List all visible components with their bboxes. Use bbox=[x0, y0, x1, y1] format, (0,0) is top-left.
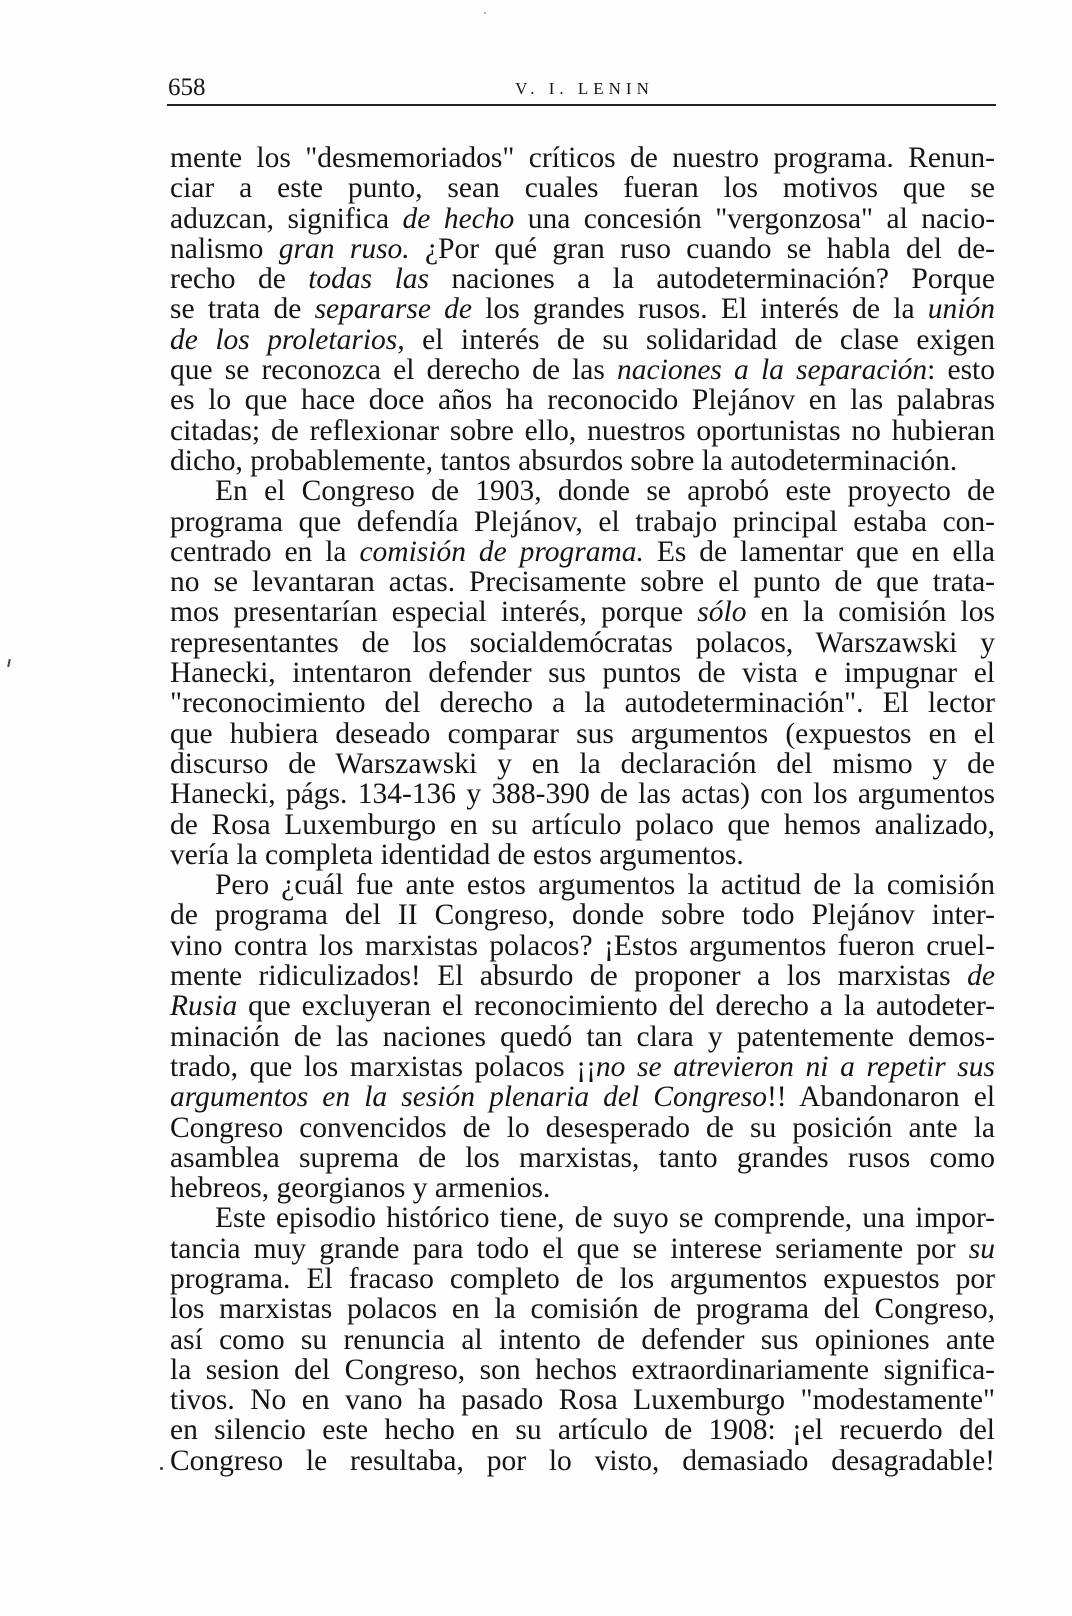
text-line bbox=[170, 294, 995, 324]
text-run: minación de las naciones quedó tan clara y patentemente demos- bbox=[170, 1020, 995, 1053]
text-run: nalismo bbox=[170, 232, 279, 265]
text-run: aduzcan, significa bbox=[170, 202, 403, 235]
text-line bbox=[170, 325, 995, 355]
text-run: !! Abandonaron el bbox=[766, 1081, 996, 1114]
italic-text: comisión de programa. bbox=[359, 535, 644, 568]
text-run: el interés de su solidaridad de clase exigen bbox=[404, 323, 995, 356]
text-line bbox=[170, 1052, 995, 1082]
text-line bbox=[170, 1294, 995, 1324]
text-run: que se reconozca el derecho de las bbox=[170, 354, 618, 387]
text-line bbox=[170, 1446, 995, 1476]
text-run: es lo que hace doce años ha reconocido Plejánov en las palabras bbox=[170, 384, 995, 417]
italic-text: Rusia bbox=[170, 990, 238, 1023]
body-text bbox=[170, 143, 995, 1476]
text-line bbox=[170, 597, 995, 627]
text-run: Congreso convencidos de lo desesperado de su posición ante la bbox=[170, 1111, 995, 1144]
italic-text: todas las bbox=[308, 263, 430, 296]
text-line bbox=[170, 991, 995, 1021]
text-line bbox=[170, 870, 995, 900]
page-number: 658 bbox=[168, 74, 206, 101]
text-run: programa. El fracaso completo de los argumentos expuestos por bbox=[170, 1262, 995, 1295]
text-run: recho de bbox=[170, 263, 309, 296]
text-line bbox=[170, 446, 995, 476]
text-run: En el Congreso de 1903, donde se aprobó este proyecto de bbox=[215, 475, 995, 508]
scan-speck bbox=[7, 659, 11, 667]
text-line bbox=[170, 537, 995, 567]
text-run: Congreso le resultaba, por lo visto, demasiado desagradable! bbox=[170, 1444, 995, 1477]
text-line bbox=[170, 779, 995, 809]
text-line bbox=[170, 840, 995, 870]
running-head-author: V. I. LENIN bbox=[515, 79, 654, 98]
text-line bbox=[170, 1325, 995, 1355]
text-run: Pero ¿cuál fue ante estos argumentos la actitud de la comisión bbox=[215, 869, 995, 902]
text-run: representantes de los socialdemócratas polacos, Warszawski y bbox=[170, 626, 995, 659]
text-run: discurso de Warszawski y en la declaración del mismo y de bbox=[170, 747, 995, 780]
text-run: que excluyeran el reconocimiento del derecho a la autodeter- bbox=[237, 990, 995, 1023]
text-run: de Rosa Luxemburgo en su artículo polaco que hemos analizado, bbox=[170, 808, 995, 841]
text-line bbox=[170, 507, 995, 537]
text-line bbox=[170, 749, 995, 779]
italic-text: unión bbox=[927, 293, 995, 326]
italic-text: argumentos en la sesión plenaria del Congreso bbox=[170, 1081, 767, 1114]
text-run: programa que defendía Plejánov, el trabajo principal estaba con- bbox=[170, 505, 995, 538]
italic-text: sólo bbox=[697, 596, 747, 629]
text-line bbox=[170, 1173, 995, 1203]
text-line bbox=[170, 900, 995, 930]
text-line bbox=[170, 476, 995, 506]
text-run: asamblea suprema de los marxistas, tanto grandes rusos como bbox=[170, 1141, 995, 1174]
paragraph bbox=[170, 476, 995, 870]
text-line bbox=[170, 264, 995, 294]
text-line bbox=[170, 688, 995, 718]
text-run: ciar a este punto, sean cuales fueran los motivos que se bbox=[170, 172, 995, 205]
text-run: se trata de bbox=[170, 293, 315, 326]
text-run: no se levantaran actas. Precisamente sobre el punto de que trata- bbox=[170, 566, 995, 599]
text-run: en la comisión los bbox=[746, 596, 995, 629]
text-line bbox=[170, 355, 995, 385]
text-line bbox=[170, 961, 995, 991]
text-run: en silencio este hecho en su artículo de 1908: ¡el recuerdo del bbox=[170, 1414, 995, 1447]
text-line bbox=[170, 1264, 995, 1294]
text-line bbox=[170, 143, 995, 173]
text-line bbox=[170, 1415, 995, 1445]
text-run: naciones a la autodeterminación? Porque bbox=[429, 263, 995, 296]
italic-text: gran ruso. bbox=[278, 232, 410, 265]
text-line bbox=[170, 719, 995, 749]
text-run: citadas; de reflexionar sobre ello, nuestros oportunistas no hubieran bbox=[170, 414, 995, 447]
italic-text: separarse de bbox=[314, 293, 473, 326]
text-line bbox=[170, 658, 995, 688]
text-run: ¿Por qué gran ruso cuando se habla del de- bbox=[409, 232, 995, 265]
text-line bbox=[170, 1385, 995, 1415]
text-run: : esto bbox=[927, 354, 996, 387]
text-run: dicho, probablemente, tantos absurdos sobre la autodeterminación. bbox=[170, 444, 958, 477]
text-run: Este episodio histórico tiene, de suyo se comprende, una impor- bbox=[215, 1202, 995, 1235]
text-run: así como su renuncia al intento de defender sus opiniones ante bbox=[170, 1323, 995, 1356]
text-line bbox=[170, 1355, 995, 1385]
scan-speck bbox=[160, 1467, 163, 1470]
italic-text: de los proletarios, bbox=[170, 323, 405, 356]
text-run: una concesión "vergonzosa" al nacio- bbox=[514, 202, 996, 235]
italic-text: naciones a la separación bbox=[617, 354, 928, 387]
text-line bbox=[170, 1022, 995, 1052]
text-run: trado, que los marxistas polacos ¡¡ bbox=[170, 1050, 596, 1083]
text-run: los grandes rusos. El interés de la bbox=[472, 293, 928, 326]
text-run: que hubiera deseado comparar sus argumentos (expuestos en el bbox=[170, 717, 995, 750]
text-run: mente ridiculizados! El absurdo de proponer a los marxistas bbox=[170, 960, 968, 993]
text-line bbox=[170, 567, 995, 597]
text-line bbox=[170, 173, 995, 203]
italic-text: de hecho bbox=[402, 202, 515, 235]
text-run: "reconocimiento del derecho a la autodeterminación". El lector bbox=[170, 687, 995, 720]
text-run: centrado en la bbox=[170, 535, 360, 568]
text-line bbox=[170, 416, 995, 446]
header-rule bbox=[167, 104, 996, 106]
text-line bbox=[170, 810, 995, 840]
text-run: mente los "desmemoriados" críticos de nuestro programa. Renun- bbox=[170, 142, 995, 174]
running-header bbox=[168, 72, 996, 104]
text-run: Hanecki, intentaron defender sus puntos de vista e impugnar el bbox=[170, 657, 995, 690]
text-run: tivos. No en vano ha pasado Rosa Luxemburgo "modestamente" bbox=[170, 1384, 995, 1417]
text-line bbox=[170, 1234, 995, 1264]
text-line bbox=[170, 1113, 995, 1143]
italic-text: no se atrevieron ni a repetir sus bbox=[595, 1050, 995, 1083]
text-run: tancia muy grande para todo el que se interese seriamente por bbox=[170, 1232, 969, 1265]
italic-text: de bbox=[967, 960, 995, 993]
text-run: Hanecki, págs. 134-136 y 388-390 de las actas) con los argumentos bbox=[170, 778, 995, 811]
paragraph bbox=[170, 143, 995, 476]
text-line bbox=[170, 385, 995, 415]
text-run: vino contra los marxistas polacos? ¡Estos argumentos fueron cruel- bbox=[170, 929, 995, 962]
text-line bbox=[170, 234, 995, 264]
scan-speck bbox=[484, 12, 486, 14]
text-line bbox=[170, 628, 995, 658]
text-run: los marxistas polacos en la comisión de programa del Congreso, bbox=[170, 1293, 995, 1326]
text-run: la sesion del Congreso, son hechos extraordinariamente significa- bbox=[170, 1353, 995, 1386]
text-line bbox=[170, 1203, 995, 1233]
text-run: de programa del II Congreso, donde sobre todo Plejánov inter- bbox=[170, 899, 995, 932]
text-line bbox=[170, 931, 995, 961]
paragraph bbox=[170, 1203, 995, 1476]
italic-text: su bbox=[968, 1232, 995, 1265]
text-line bbox=[170, 1143, 995, 1173]
text-run: Es de lamentar que en ella bbox=[643, 535, 995, 568]
paragraph bbox=[170, 870, 995, 1203]
text-run: vería la completa identidad de estos argumentos. bbox=[170, 838, 744, 871]
text-run: mos presentarían especial interés, porque bbox=[170, 596, 698, 629]
text-run: hebreos, georgianos y armenios. bbox=[170, 1172, 551, 1205]
text-line bbox=[170, 1082, 995, 1112]
text-line bbox=[170, 204, 995, 234]
